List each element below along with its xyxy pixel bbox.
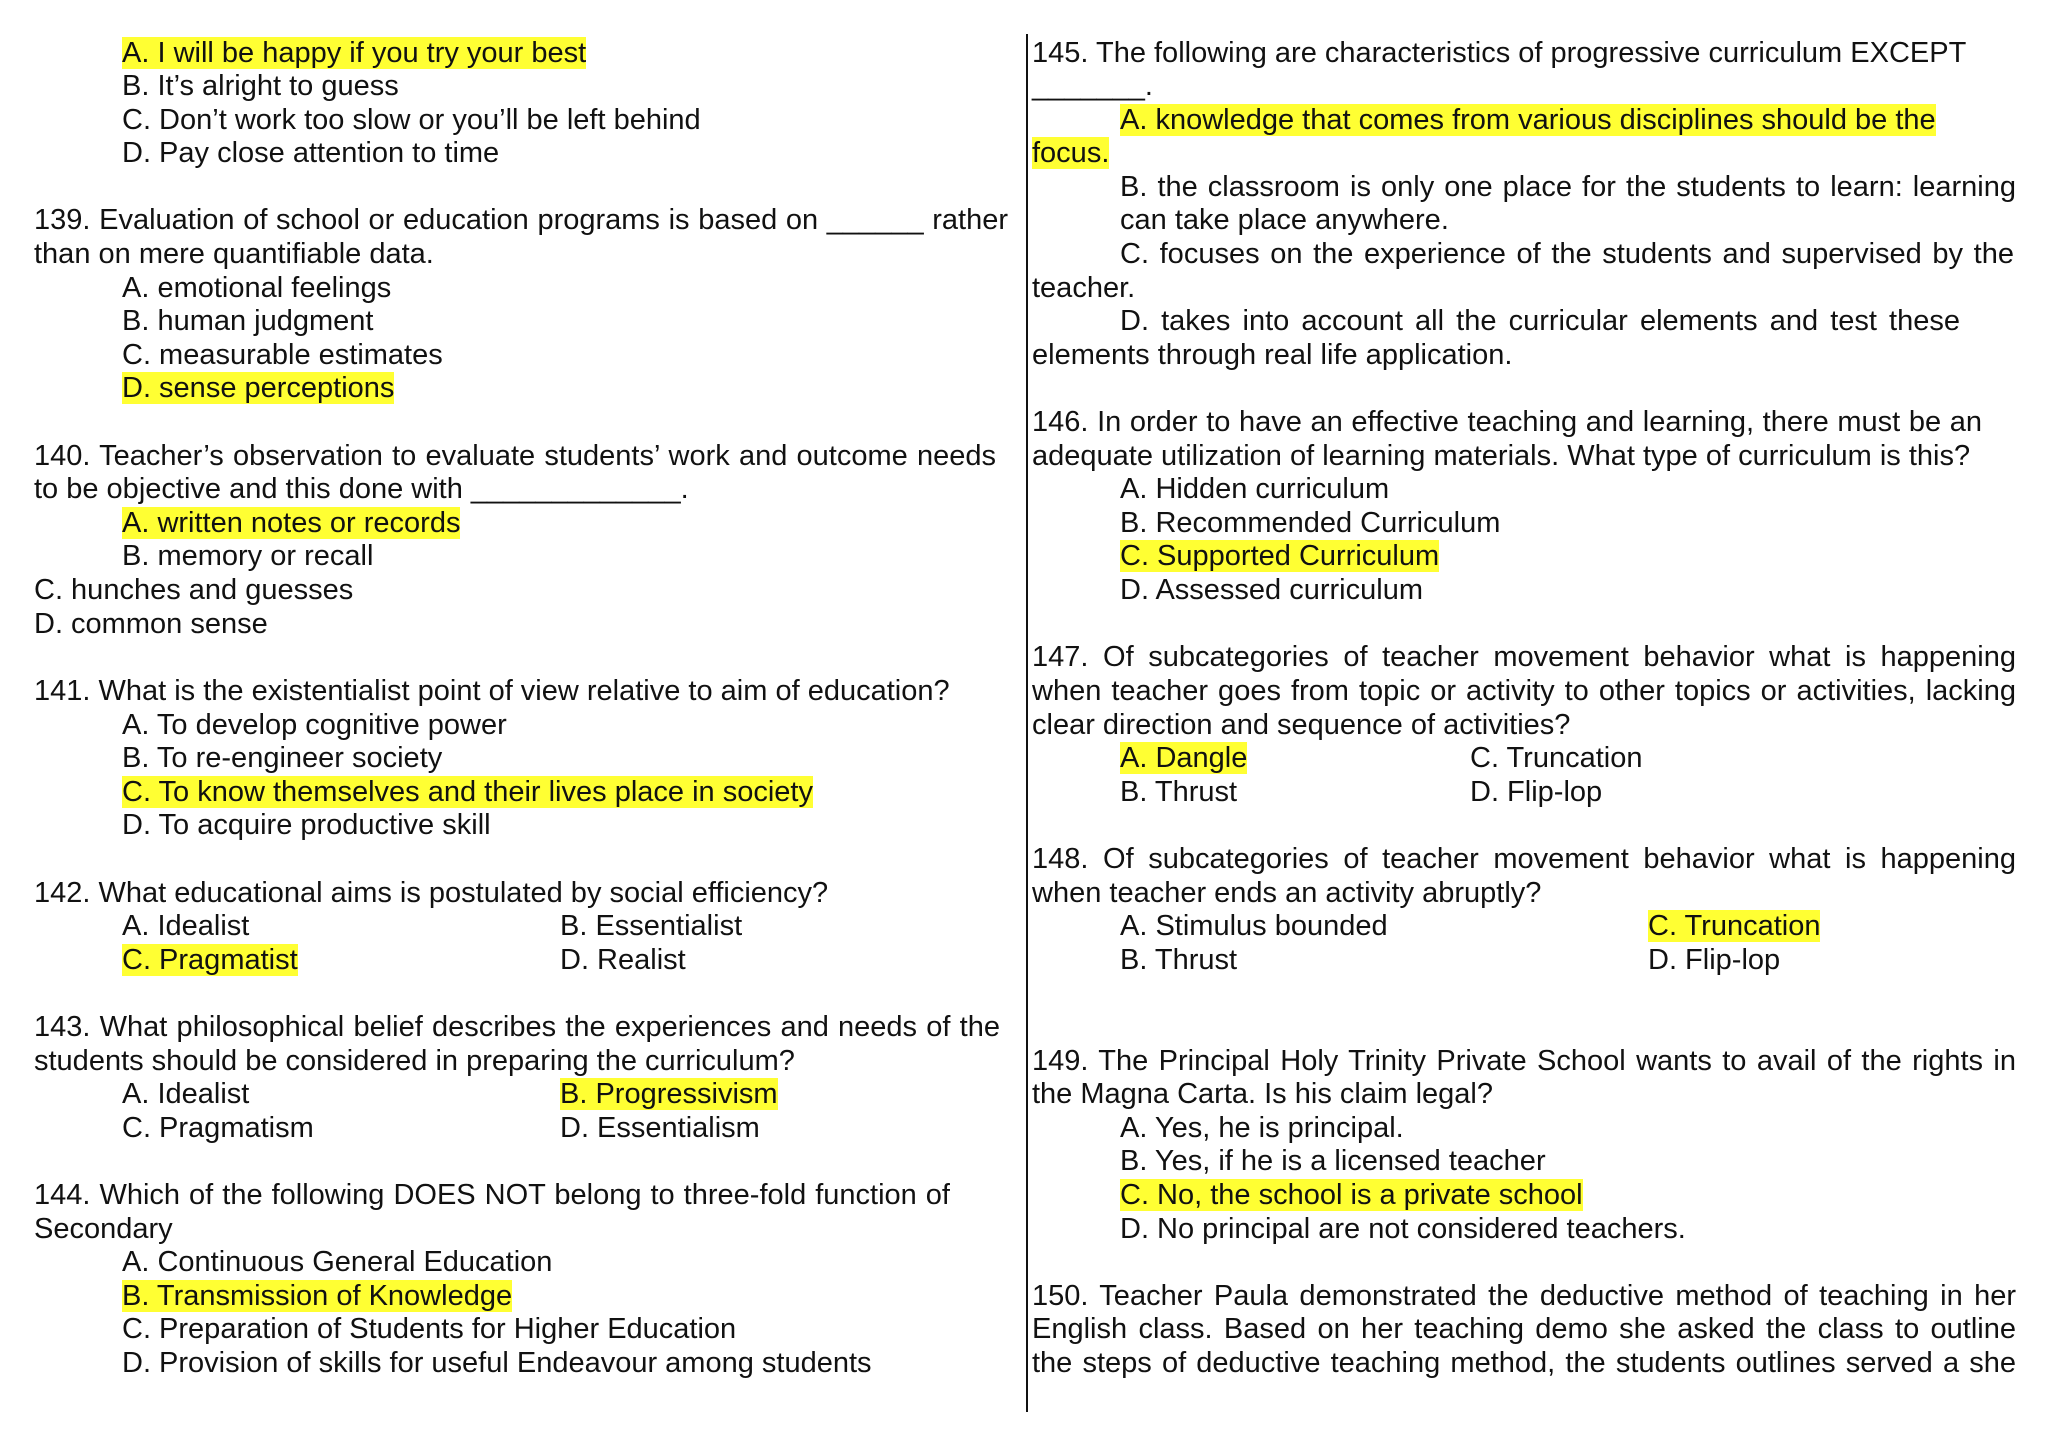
answer-highlight: A. written notes or records	[122, 507, 461, 539]
option: B. Yes, if he is a licensed teacher	[1120, 1145, 1546, 1177]
option: D. To acquire productive skill	[122, 809, 491, 841]
option: A. Continuous General Education	[122, 1246, 553, 1278]
question-text: to be objective and this done with _____________.	[34, 473, 689, 505]
option: C. measurable estimates	[122, 339, 443, 371]
answer-highlight: C. Supported Curriculum	[1120, 540, 1440, 572]
option	[560, 1077, 778, 1111]
option: B. the classroom is only one place for the students to learn: learning	[1120, 171, 2016, 203]
question-text: the Magna Carta. Is his claim legal?	[1032, 1078, 1493, 1110]
question-text: 143. What philosophical belief describes the experiences and needs of the	[34, 1011, 1000, 1043]
option: A. emotional feelings	[122, 272, 392, 304]
option: B. Thrust	[1120, 776, 1238, 808]
question-text: 140. Teacher’s observation to evaluate students’ work and outcome needs	[34, 440, 996, 472]
option: B. Essentialist	[560, 910, 743, 942]
question-text: 150. Teacher Paula demonstrated the deductive method of teaching in her	[1032, 1280, 2016, 1312]
question-text: 139. Evaluation of school or education programs is based on ______ rather	[34, 204, 1008, 236]
option	[122, 36, 586, 70]
option: B. memory or recall	[122, 540, 374, 572]
question-text: _______.	[1032, 70, 1153, 102]
option	[122, 506, 460, 540]
option: B. To re-engineer society	[122, 742, 443, 774]
option: D. Realist	[560, 944, 686, 976]
option	[122, 943, 298, 977]
option: D. takes into account all the curricular elements and test these	[1120, 305, 1960, 337]
option	[1648, 909, 1820, 943]
option: D. Assessed curriculum	[1120, 574, 1423, 606]
question-text: Secondary	[34, 1213, 173, 1245]
option	[1032, 136, 1109, 170]
option: B. human judgment	[122, 305, 374, 337]
option	[1120, 741, 1247, 775]
answer-highlight: C. Truncation	[1648, 910, 1821, 942]
option: C. hunches and guesses	[34, 574, 354, 606]
option: can take place anywhere.	[1120, 204, 1449, 236]
option: B. It’s alright to guess	[122, 70, 399, 102]
question-text: 148. Of subcategories of teacher movement behavior what is happening	[1032, 843, 2016, 875]
answer-highlight: A. knowledge that comes from various disciplines should be the	[1120, 104, 1936, 136]
answer-highlight: B. Progressivism	[560, 1078, 778, 1110]
question-text: 145. The following are characteristics of progressive curriculum EXCEPT	[1032, 37, 1967, 69]
answer-highlight: D. sense perceptions	[122, 372, 395, 404]
option: A. Yes, he is principal.	[1120, 1112, 1404, 1144]
option	[122, 371, 394, 405]
option: B. Recommended Curriculum	[1120, 507, 1501, 539]
option: D. Essentialism	[560, 1112, 760, 1144]
option	[1120, 103, 1936, 137]
option: B. Thrust	[1120, 944, 1238, 976]
option: A. Idealist	[122, 1078, 250, 1110]
question-text: 144. Which of the following DOES NOT belong to three-fold function of	[34, 1179, 950, 1211]
option: D. common sense	[34, 608, 268, 640]
answer-highlight: focus.	[1032, 137, 1110, 169]
question-text: clear direction and sequence of activities?	[1032, 709, 1571, 741]
question-text: when teacher ends an activity abruptly?	[1032, 877, 1542, 909]
question-text: adequate utilization of learning materials. What type of curriculum is this?	[1032, 440, 1971, 472]
question-text: 141. What is the existentialist point of view relative to aim of education?	[34, 675, 950, 707]
answer-highlight: A. Dangle	[1120, 742, 1248, 774]
option: D. Flip-lop	[1648, 944, 1781, 976]
question-text: when teacher goes from topic or activity to other topics or activities, lacking	[1032, 675, 2016, 707]
option: A. To develop cognitive power	[122, 709, 507, 741]
option: A. Hidden curriculum	[1120, 473, 1390, 505]
option	[122, 1279, 512, 1313]
question-text: 147. Of subcategories of teacher movement behavior what is happening	[1032, 641, 2016, 673]
option	[122, 775, 813, 809]
answer-highlight: B. Transmission of Knowledge	[122, 1280, 513, 1312]
question-text: English class. Based on her teaching demo she asked the class to outline	[1032, 1313, 2016, 1345]
answer-highlight: A. I will be happy if you try your best	[122, 37, 587, 69]
option	[1120, 1178, 1583, 1212]
option: D. Flip-lop	[1470, 776, 1603, 808]
answer-highlight: C. To know themselves and their lives place in society	[122, 776, 813, 808]
option: C. Don’t work too slow or you’ll be left behind	[122, 104, 701, 136]
question-text: the steps of deductive teaching method, the students outlines served a she	[1032, 1347, 2016, 1379]
option: A. Stimulus bounded	[1120, 910, 1388, 942]
option: C. Truncation	[1470, 742, 1643, 774]
question-text: than on mere quantifiable data.	[34, 238, 434, 270]
answer-highlight: C. No, the school is a private school	[1120, 1179, 1583, 1211]
option: C. Pragmatism	[122, 1112, 314, 1144]
question-text: 142. What educational aims is postulated by social efficiency?	[34, 877, 829, 909]
answer-highlight: C. Pragmatist	[122, 944, 298, 976]
option: C. focuses on the experience of the students and supervised by the	[1120, 238, 2014, 270]
option: A. Idealist	[122, 910, 250, 942]
option	[1120, 539, 1439, 573]
option: D. Pay close attention to time	[122, 137, 500, 169]
option: D. No principal are not considered teachers.	[1120, 1213, 1686, 1245]
option: teacher.	[1032, 272, 1136, 304]
question-text: 149. The Principal Holy Trinity Private School wants to avail of the rights in	[1032, 1045, 2016, 1077]
question-text: 146. In order to have an effective teaching and learning, there must be an	[1032, 406, 1982, 438]
option: C. Preparation of Students for Higher Education	[122, 1313, 737, 1345]
option: elements through real life application.	[1032, 339, 1513, 371]
column-divider	[1026, 34, 1028, 1412]
question-text: students should be considered in preparing the curriculum?	[34, 1045, 795, 1077]
option: D. Provision of skills for useful Endeavour among students	[122, 1347, 872, 1379]
